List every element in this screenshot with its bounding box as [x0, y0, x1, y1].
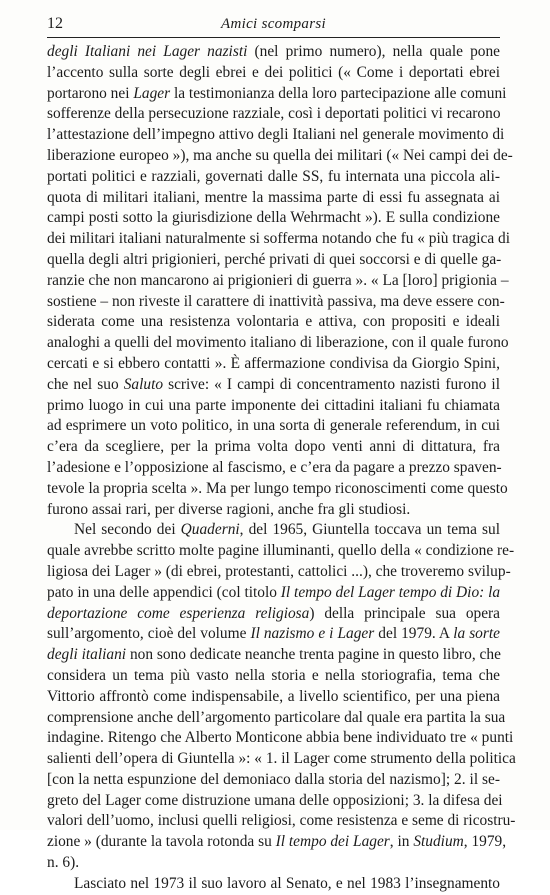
text-line: quale avrebbe scritto molte pagine illuminanti, quello della « condizione re-: [47, 542, 515, 560]
text-line: l’attestazione dell’impegno attivo degli Italiani nel generale movimento di: [47, 126, 505, 144]
text-line: furono assai rari, per diverse ragioni, anche fra gli studiosi.: [47, 500, 411, 518]
text-line: sull’argomento, cioè del volume Il nazismo e i Lager del 1979. A la sorte: [47, 625, 500, 643]
text-line: greto del Lager come distruzione umana delle opposizioni; 3. la difesa dei: [47, 791, 503, 809]
text-line: sofferenze della persecuzione razziale, così i deportati politici vi recarono: [47, 105, 501, 123]
text-line: considera un tema più vasto nella storia e nella storiografia, tema che: [47, 666, 500, 684]
text-line: [con la netta espunzione del demoniaco dalla storia del nazismo]; 2. il se-: [47, 770, 500, 788]
text-line: campi posti sotto la giurisdizione della Wehrmacht »). E sulla condizione: [47, 209, 500, 227]
running-title: Amici scomparsi: [221, 16, 326, 32]
text-line: deportazione come esperienza religiosa) della principale sua opera: [47, 604, 501, 622]
text-line: portarono nei Lager la testimonianza della loro partecipazione alle comuni: [47, 84, 507, 102]
text-line: dei militari italiani naturalmente si sofferma notando che fu « più tragica di: [47, 230, 510, 248]
text-line: cercati e si ebbero contatti ». È affermazione condivisa da Giorgio Spini,: [47, 354, 500, 372]
text-line: n. 6).: [47, 854, 80, 872]
text-line: l’accento sulla sorte degli ebrei e dei politici (« Come i deportati ebrei: [47, 63, 500, 81]
text-line: indagine. Ritengo che Alberto Monticone abbia bene individuato tre « punti: [47, 729, 514, 747]
page-header: [47, 14, 500, 36]
text-line: quella degli altri prigionieri, perché privati di quei soccorsi e di quelle ga-: [47, 250, 502, 268]
text-line: valori dell’uomo, inclusi quelli religiosi, come resistenza e seme di ricostru-: [47, 812, 516, 830]
text-line: liberazione europeo »), ma anche su quella dei militari (« Nei campi dei de-: [47, 146, 513, 164]
text-line: ranzie che non mancarono ai prigionieri di guerra ». « La [loro] prigionia –: [47, 271, 509, 289]
text-line: c’era da scegliere, per la prima volta dopo venti anni di dittatura, fra: [47, 438, 500, 456]
text-line: ligiosa dei Lager » (di ebrei, protestanti, cattolici ...), che troveremo svilup-: [47, 562, 511, 580]
text-line: siderata come una resistenza volontaria e attiva, con propositi e ideali: [47, 313, 500, 331]
text-line: zione » (durante la tavola rotonda su Il tempo dei Lager, in Studium, 1979,: [47, 833, 507, 851]
text-line: Vittorio affrontò come indispensabile, a livello scientifico, per una piena: [47, 687, 500, 705]
text-line: primo luogo in cui una parte imponente dei cittadini italiani fu chiamata: [47, 396, 500, 414]
text-line: degli Italiani nei Lager nazisti (nel primo numero), nella quale pone: [47, 43, 500, 60]
text-line: Lasciato nel 1973 il suo lavoro al Senato, e nel 1983 l’insegnamento: [74, 874, 500, 892]
text-line: portati politici e razziali, governati dalle SS, fu internata una piccola ali-: [47, 167, 500, 185]
text-line: analoghi a quelli del movimento italiano di liberazione, con il quale furono: [47, 334, 509, 352]
text-line: salienti dell’opera di Giuntella »: « 1. il Lager come strumento della politica: [47, 750, 516, 768]
text-line: l’adesione e l’opposizione al fascismo, e c’era da pagare a prezzo spaven-: [47, 458, 502, 476]
text-line: Nel secondo dei Quaderni, del 1965, Giuntella toccava un tema sul: [74, 521, 500, 539]
text-line: ad esprimere un voto politico, in una sorta di generale referendum, in cui: [47, 417, 500, 435]
body-text: [47, 42, 516, 895]
header-rule: [47, 37, 500, 38]
text-line: comprensione anche dell’argomento particolare dal quale era partita la sua: [47, 708, 506, 726]
text-line: sostiene – non riveste il carattere di inattività passiva, ma deve essere con-: [47, 292, 505, 310]
text-line: tevole la propria scelta ». Ma per lungo tempo riconoscimenti come questo: [47, 479, 508, 497]
text-line: che nel suo Saluto scrive: « I campi di concentramento nazisti furono il: [47, 375, 500, 393]
page-number: 12: [47, 15, 63, 32]
text-line: pato in una delle appendici (col titolo Il tempo del Lager tempo di Dio: la: [47, 583, 501, 601]
text-line: quota di militari italiani, mentre la massima parte di essi fu assegnata ai: [47, 188, 500, 206]
text-line: degli italiani non sono dedicate neanche trenta pagine in questo libro, che: [47, 646, 501, 664]
